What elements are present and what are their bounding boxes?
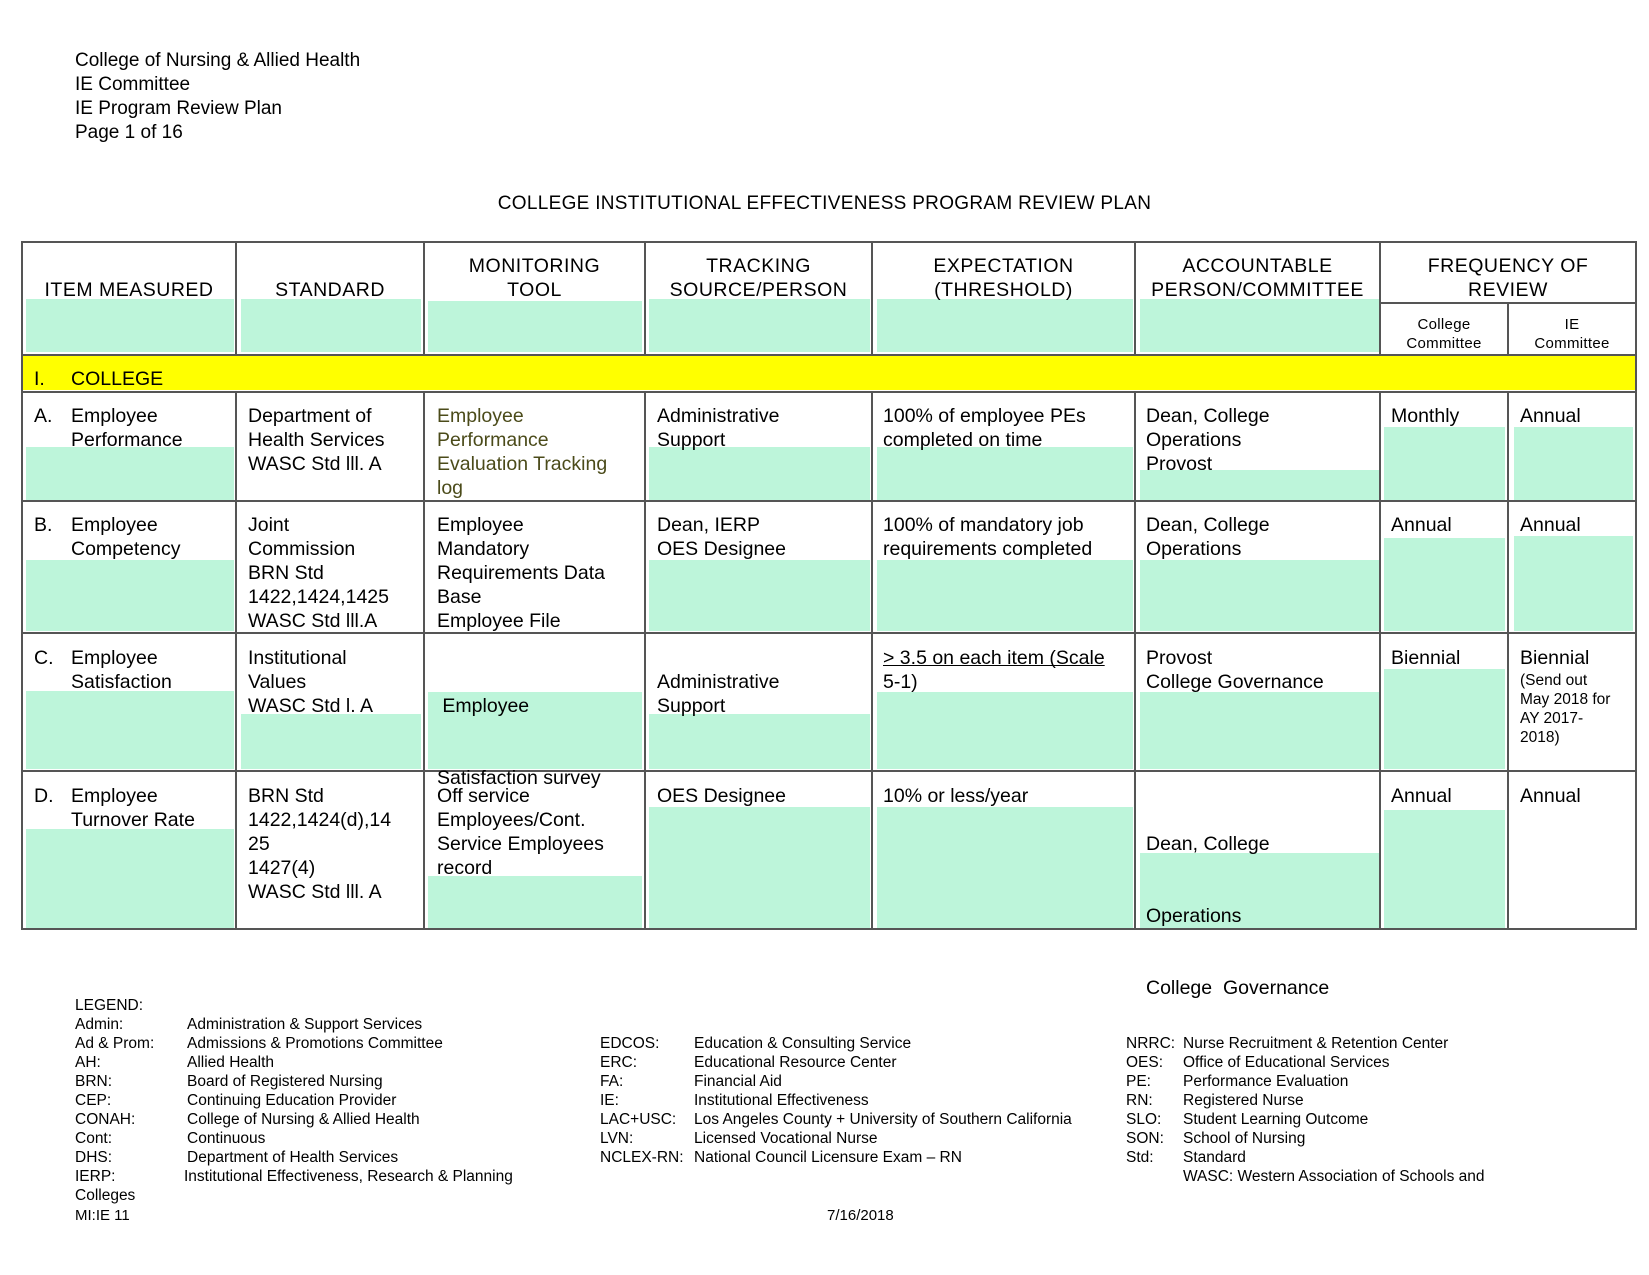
- accountable: [1146, 404, 1270, 476]
- cell-line: 2018): [1520, 729, 1560, 746]
- legend-abbr: LVN:: [600, 1130, 634, 1147]
- cell-line: 100% of mandatory job: [883, 514, 1084, 536]
- col-header-accountable: [1136, 254, 1379, 302]
- standard: [248, 404, 385, 476]
- cell-line: Requirements Data: [437, 562, 605, 584]
- cell-line: BRN Std: [248, 785, 324, 807]
- cell-line: Values: [248, 671, 307, 693]
- cell-line: Support: [657, 695, 726, 717]
- col-header-tool: [425, 254, 644, 302]
- legend-abbr: SON:: [1126, 1130, 1164, 1147]
- cell-line: Competency: [71, 538, 181, 560]
- cell-line: Employee: [71, 405, 158, 427]
- col-header-line: TRACKING: [706, 255, 811, 277]
- footer-code: MI:IE 11: [75, 1207, 130, 1224]
- legend-def: Institutional Effectiveness: [694, 1092, 869, 1109]
- standard: [248, 646, 373, 718]
- accountable: [1146, 513, 1270, 561]
- cell-line: OES Designee: [657, 785, 786, 807]
- legend-abbr: PE:: [1126, 1073, 1151, 1090]
- legend-def-wrap: Colleges: [75, 1187, 136, 1204]
- cell-line: Employee: [437, 514, 524, 536]
- legend-def: Admissions & Promotions Committee: [187, 1035, 443, 1052]
- cell-fill: [241, 714, 421, 769]
- cell-line: Performance: [437, 429, 549, 451]
- cell-line: Off service: [437, 785, 530, 807]
- standard: [248, 513, 389, 633]
- legend-abbr: RN:: [1126, 1092, 1153, 1109]
- legend-def: WASC: Western Association of Schools and: [1183, 1168, 1485, 1185]
- col-header-line: IE: [1564, 316, 1580, 333]
- legend-title: LEGEND:: [75, 997, 144, 1014]
- cell-line: OES Designee: [657, 538, 786, 560]
- cell-line: Employees/Cont.: [437, 809, 586, 831]
- cell-line: record: [437, 857, 493, 879]
- cell-line: WASC Std lll. A: [248, 453, 382, 475]
- col-header-line: Committee: [1406, 335, 1482, 352]
- legend-abbr: Ad & Prom:: [75, 1035, 155, 1052]
- legend-def: Department of Health Services: [187, 1149, 399, 1166]
- legend-def: National Council Licensure Exam – RN: [694, 1149, 962, 1166]
- cell-line: AY 2017-: [1520, 710, 1584, 727]
- cell-line: Employee: [71, 785, 158, 807]
- expectation: [883, 404, 1086, 452]
- col-header-line: FREQUENCY OF: [1427, 255, 1589, 277]
- legend-def: Student Learning Outcome: [1183, 1111, 1369, 1128]
- cell-line: (Send out: [1520, 672, 1588, 689]
- legend-def: Administration & Support Services: [187, 1016, 423, 1033]
- cell-fill: [26, 560, 234, 631]
- cell-fill: [241, 299, 421, 352]
- legend-abbr: OES:: [1126, 1054, 1164, 1071]
- cell-fill: [877, 299, 1133, 352]
- accountable: [1146, 646, 1324, 694]
- col-header-line: PERSON/COMMITTEE: [1151, 279, 1364, 301]
- col-header-college-committee: [1381, 315, 1507, 353]
- cell-fill: [1384, 538, 1505, 631]
- monitoring-tool: [437, 784, 604, 880]
- cell-line: WASC Std lll.A: [248, 610, 378, 632]
- cell-line: 100% of employee PEs: [883, 405, 1086, 427]
- header-line: College of Nursing & Allied Health: [75, 50, 361, 71]
- row-letter: D.: [34, 785, 54, 807]
- cell-fill: [428, 876, 642, 928]
- row-letter: C.: [34, 647, 54, 669]
- cell-fill: [649, 807, 870, 928]
- legend-abbr: SLO:: [1126, 1111, 1162, 1128]
- cell-fill: [1140, 299, 1379, 352]
- cell-fill: [1514, 536, 1633, 631]
- cell-fill: [649, 714, 870, 769]
- cell-line: Provost: [1146, 647, 1213, 669]
- tracking-source: [657, 404, 779, 452]
- header-line: IE Committee: [75, 74, 191, 95]
- cell-line: College Governance: [1146, 671, 1324, 693]
- legend-def: College of Nursing & Allied Health: [187, 1111, 420, 1128]
- cell-line: Evaluation Tracking: [437, 453, 608, 475]
- ie-committee-frequency: Annual: [1520, 514, 1581, 536]
- col-header-item: ITEM MEASURED: [44, 279, 214, 301]
- college-committee-frequency: Annual: [1391, 514, 1452, 536]
- legend-def: Continuing Education Provider: [187, 1092, 397, 1109]
- legend-def: Institutional Effectiveness, Research & Planning: [184, 1168, 513, 1185]
- cell-line: Employee: [437, 405, 524, 427]
- cell-line: Institutional: [248, 647, 347, 669]
- ie-committee-frequency: Annual: [1520, 405, 1581, 427]
- cell-fill: [877, 807, 1133, 928]
- legend-def: Educational Resource Center: [694, 1054, 897, 1071]
- cell-fill: [26, 691, 234, 769]
- legend-def: Financial Aid: [694, 1073, 782, 1090]
- cell-line: Employee: [437, 695, 530, 717]
- cell-line: Administrative: [657, 405, 780, 427]
- college-committee-frequency: Annual: [1391, 785, 1452, 807]
- cell-fill: [26, 829, 234, 928]
- expectation: [883, 646, 1105, 694]
- tracking-source: [657, 513, 786, 561]
- legend-abbr: ERC:: [600, 1054, 638, 1071]
- col-header-line: SOURCE/PERSON: [669, 279, 848, 301]
- legend-abbr: EDCOS:: [600, 1035, 660, 1052]
- col-header-line: (THRESHOLD): [934, 279, 1073, 301]
- cell-line: Dean, College: [1146, 514, 1270, 536]
- legend-def: Board of Registered Nursing: [187, 1073, 383, 1090]
- cell-line: Employee: [71, 647, 158, 669]
- legend-abbr: FA:: [600, 1073, 624, 1090]
- cell-fill: [428, 301, 642, 352]
- cell-line: Provost: [1146, 453, 1213, 475]
- legend-def: Licensed Vocational Nurse: [694, 1130, 878, 1147]
- cell-line: Operations: [1146, 429, 1242, 451]
- accountable: [1146, 784, 1329, 1048]
- cell-line: 10% or less/year: [883, 785, 1029, 807]
- cell-line: BRN Std: [248, 562, 324, 584]
- footer-date: 7/16/2018: [827, 1207, 894, 1224]
- cell-fill: [649, 560, 870, 631]
- cell-line: Department of: [248, 405, 372, 427]
- cell-line: Turnover Rate: [71, 809, 195, 831]
- college-committee-frequency: Biennial: [1391, 647, 1461, 669]
- cell-line: Satisfaction: [71, 671, 172, 693]
- legend-def: School of Nursing: [1183, 1130, 1306, 1147]
- section-number: I.: [34, 368, 45, 390]
- cell-fill: [1384, 669, 1505, 769]
- document-header: [75, 49, 360, 145]
- cell-line: Mandatory: [437, 538, 530, 560]
- row-letter: B.: [34, 514, 53, 536]
- cell-fill: [26, 299, 234, 352]
- item-measured: [71, 404, 183, 452]
- cell-fill: [877, 560, 1133, 631]
- monitoring-tool: [437, 404, 607, 500]
- col-header-line: Committee: [1534, 335, 1610, 352]
- section-row-fill: [22, 356, 1636, 390]
- cell-fill: [649, 447, 870, 500]
- legend-abbr: NRRC:: [1126, 1035, 1176, 1052]
- legend-def: Education & Consulting Service: [694, 1035, 912, 1052]
- cell-line: Dean, College: [1146, 405, 1270, 427]
- cell-line: Support: [657, 429, 726, 451]
- cell-line: Operations: [1146, 538, 1242, 560]
- col-header-ie-committee: [1509, 315, 1635, 353]
- section-label: COLLEGE: [71, 368, 164, 390]
- legend-abbr: IERP:: [75, 1168, 116, 1185]
- cell-fill: [1140, 560, 1379, 631]
- ie-committee-note: [1520, 671, 1610, 747]
- col-header-line: College: [1417, 316, 1471, 333]
- col-header-expectation: [873, 254, 1134, 302]
- legend-abbr: Std:: [1126, 1149, 1154, 1166]
- cell-line: Satisfaction survey: [437, 767, 601, 789]
- legend-def: Nurse Recruitment & Retention Center: [1183, 1035, 1449, 1052]
- cell-line: WASC Std l. A: [248, 695, 373, 717]
- cell-line: log: [437, 477, 464, 499]
- cell-line: 1427(4): [248, 857, 316, 879]
- item-measured: [71, 646, 172, 694]
- cell-fill: [877, 447, 1133, 500]
- legend-def: Continuous: [187, 1130, 266, 1147]
- cell-line: > 3.5 on each item (Scale: [883, 647, 1105, 669]
- cell-line: Health Services: [248, 429, 385, 451]
- item-measured: [71, 784, 195, 832]
- ie-committee-frequency: Biennial: [1520, 647, 1590, 669]
- legend-def: Los Angeles County + University of Southern California: [694, 1111, 1072, 1128]
- col-header-frequency: [1381, 254, 1635, 302]
- col-header-line: MONITORING: [468, 255, 601, 277]
- cell-fill: [877, 692, 1133, 769]
- legend-abbr: CONAH:: [75, 1111, 136, 1128]
- legend-abbr: NCLEX-RN:: [600, 1149, 684, 1166]
- cell-line: 25: [248, 833, 270, 855]
- cell-line: completed on time: [883, 429, 1043, 451]
- col-header-line: TOOL: [507, 279, 562, 301]
- cell-fill: [1514, 427, 1633, 500]
- cell-line: Employee File: [437, 610, 561, 632]
- legend-abbr: DHS:: [75, 1149, 113, 1166]
- legend-def: Performance Evaluation: [1183, 1073, 1349, 1090]
- cell-line: College Governance: [1146, 977, 1330, 999]
- cell-line: Administrative: [657, 671, 780, 693]
- legend-abbr: LAC+USC:: [600, 1111, 677, 1128]
- expectation: [883, 513, 1092, 561]
- college-committee-frequency: Monthly: [1391, 405, 1460, 427]
- legend-abbr: AH:: [75, 1054, 101, 1071]
- legend-def: Standard: [1183, 1149, 1246, 1166]
- col-header-line: REVIEW: [1468, 279, 1548, 301]
- cell-fill: [649, 299, 870, 352]
- legend-def: Allied Health: [187, 1054, 275, 1071]
- cell-line: WASC Std lll. A: [248, 881, 382, 903]
- legend-abbr: IE:: [600, 1092, 619, 1109]
- legend-abbr: BRN:: [75, 1073, 113, 1090]
- tracking-source: [657, 646, 779, 718]
- legend-abbr: Admin:: [75, 1016, 124, 1033]
- tracking-source: [657, 784, 786, 808]
- page-number: Page 1 of 16: [75, 122, 183, 143]
- cell-fill: [1384, 810, 1505, 928]
- cell-line: Dean, College: [1146, 833, 1270, 855]
- legend-def: Registered Nurse: [1183, 1092, 1304, 1109]
- cell-line: Dean, IERP: [657, 514, 760, 536]
- item-measured: [71, 513, 180, 561]
- col-header-standard: STANDARD: [275, 279, 385, 301]
- legend-abbr: CEP:: [75, 1092, 112, 1109]
- row-letter: A.: [34, 405, 53, 427]
- col-header-line: EXPECTATION: [933, 255, 1074, 277]
- cell-line: [657, 646, 779, 670]
- standard: [248, 784, 391, 904]
- legend-abbr: Cont:: [75, 1130, 113, 1147]
- expectation: [883, 784, 1028, 808]
- cell-line: Employee: [71, 514, 158, 536]
- col-header-tracking: [646, 254, 871, 302]
- cell-line: requirements completed: [883, 538, 1093, 560]
- cell-fill: [1140, 692, 1379, 769]
- cell-line: 5-1): [883, 671, 918, 693]
- cell-line: Joint: [248, 514, 290, 536]
- cell-line: Service Employees: [437, 833, 604, 855]
- legend-def: Office of Educational Services: [1183, 1054, 1390, 1071]
- ie-committee-frequency: Annual: [1520, 785, 1581, 807]
- document-title: COLLEGE INSTITUTIONAL EFFECTIVENESS PROGRAM REVIEW PLAN: [497, 193, 1152, 214]
- cell-line: Base: [437, 586, 482, 608]
- cell-line: Performance: [71, 429, 183, 451]
- cell-fill: [1384, 427, 1505, 500]
- cell-fill: [26, 447, 234, 500]
- cell-line: May 2018 for: [1520, 691, 1611, 708]
- header-line: IE Program Review Plan: [75, 98, 282, 119]
- cell-line: 1422,1424,1425: [248, 586, 389, 608]
- cell-line: Operations: [1146, 905, 1242, 927]
- col-header-line: ACCOUNTABLE: [1182, 255, 1333, 277]
- cell-line: Commission: [248, 538, 356, 560]
- cell-line: 1422,1424(d),14: [248, 809, 392, 831]
- monitoring-tool: [437, 513, 605, 633]
